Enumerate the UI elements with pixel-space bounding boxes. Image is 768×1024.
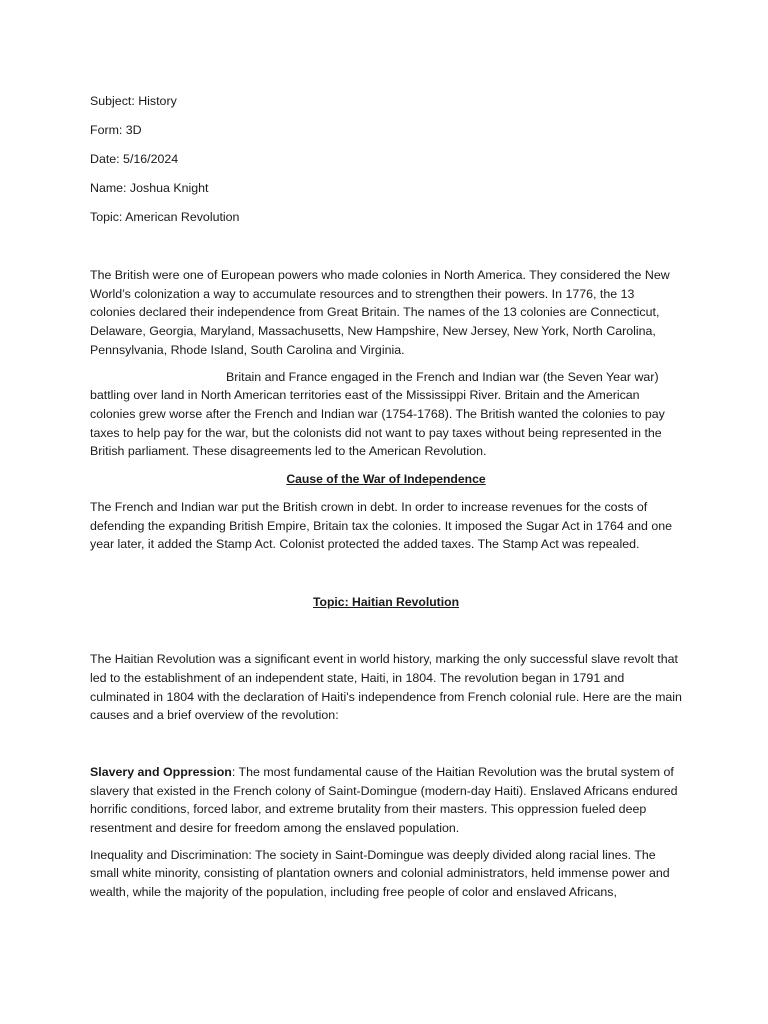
slavery-paragraph <box>90 763 682 838</box>
haitian-paragraph-1: The Haitian Revolution was a significant event in world history, marking the only successful slave revolt that led to the establishment of an independent state, Haiti, in 1804. The revolution began in 1791 and culminated in 1804 with the declaration of Haiti's independence from French colonial rule. Here are the main causes and a brief overview of the revolution: <box>90 652 682 723</box>
cause-heading: Cause of the War of Independence <box>286 472 486 487</box>
name-line: Name: Joshua Knight <box>90 181 209 195</box>
slavery-label: Slavery and Oppression <box>90 764 232 779</box>
american-paragraph-1: The British were one of European powers who made colonies in North America. They considered the New World’s colonization a way to accumulate resources and to strengthen their powers. In 1776, the 13 colonies declared their independence from Great Britain. The names of the 13 colonies are Connecticut, Delaware, Georgia, Maryland, Massachusetts, New Hampshire, New Jersey, New York, North Carolina, Pennsylvania, Rhode Island, South Carolina and Virginia. <box>90 268 670 357</box>
form-line: Form: 3D <box>90 123 142 137</box>
haitian-topic-heading: Topic: Haitian Revolution <box>312 595 460 610</box>
inequality-paragraph: Inequality and Discrimination: The society in Saint-Domingue was deeply divided along racial lines. The small white minority, consisting of plantation owners and colonial administrators, held immense power and wealth, while the majority of the population, including free people of color and enslaved Africans, <box>90 847 670 900</box>
date-line: Date: 5/16/2024 <box>90 152 179 166</box>
document-page <box>90 92 682 902</box>
subject-line: Subject: History <box>90 94 177 108</box>
american-paragraph-2: Britain and France engaged in the French and Indian war (the Seven Year war) battling over land in North American territories east of the Mississippi River. Britain and the American colonies grew worse after the French and Indian war (1754-1768). The British wanted the colonies to pay taxes to help pay for the war, but the colonists did not want to pay taxes without being represented in the British parliament. These disagreements led to the American Revolution. <box>90 369 665 459</box>
american-paragraph-3: The French and Indian war put the British crown in debt. In order to increase revenues for the costs of defending the expanding British Empire, Britain tax the colonies. It imposed the Sugar Act in 1764 and one year later, it added the Stamp Act. Colonist protected the added taxes. The Stamp Act was repealed. <box>90 500 673 552</box>
slavery-text: : The most fundamental cause of the Haitian Revolution was the brutal system of slavery that existed in the French colony of Saint-Domingue (modern-day Haiti). Enslaved Africans endured horrific conditions, forced labor, and extreme brutality from their masters. This oppression fueled deep resentment and desire for freedom among the enslaved population. <box>90 764 678 836</box>
topic-line: Topic: American Revolution <box>90 210 240 224</box>
